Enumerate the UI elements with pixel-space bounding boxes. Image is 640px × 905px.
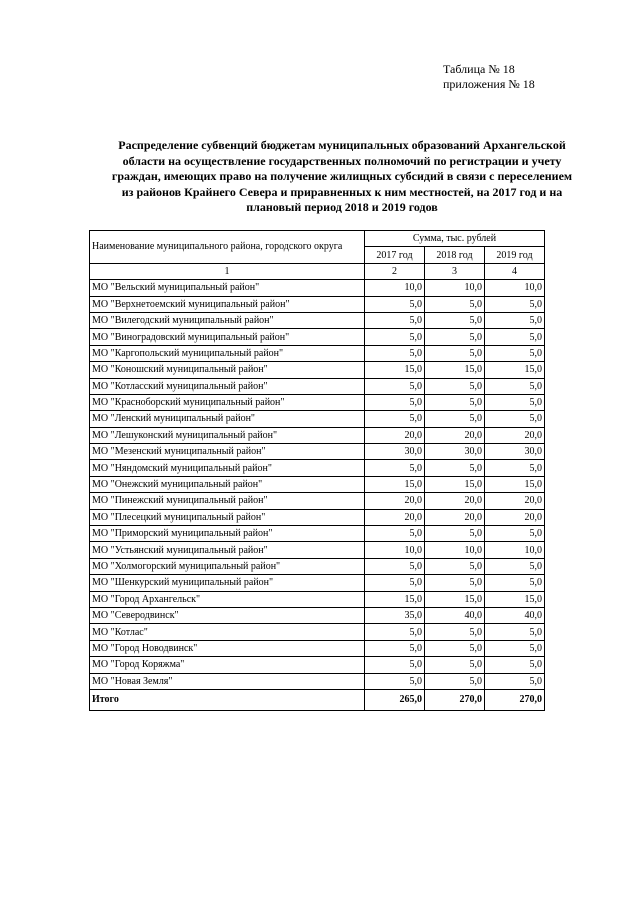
value-2019: 20,0 [485,427,545,443]
table-row [90,657,545,673]
value-2019: 40,0 [485,607,545,623]
municipality-name: МО "Верхнетоемский муниципальный район" [90,296,365,312]
value-2017: 5,0 [365,673,425,689]
value-2018: 5,0 [425,312,485,328]
column-header-year: 2019 год [485,247,545,263]
value-2019: 5,0 [485,558,545,574]
municipality-name: МО "Холмогорский муниципальный район" [90,558,365,574]
column-number: 4 [485,263,545,279]
table-row [90,427,545,443]
value-2017: 5,0 [365,526,425,542]
municipality-name: МО "Новая Земля" [90,673,365,689]
table-row [90,575,545,591]
value-2019: 5,0 [485,575,545,591]
municipality-name: МО "Город Коряжма" [90,657,365,673]
value-2017: 20,0 [365,509,425,525]
value-2017: 20,0 [365,493,425,509]
value-2017: 35,0 [365,607,425,623]
value-2019: 5,0 [485,673,545,689]
municipality-name: МО "Северодвинск" [90,607,365,623]
value-2019: 5,0 [485,411,545,427]
value-2018: 5,0 [425,526,485,542]
municipality-name: МО "Шенкурский муниципальный район" [90,575,365,591]
value-2019: 10,0 [485,542,545,558]
table-row [90,591,545,607]
value-2017: 20,0 [365,427,425,443]
municipality-name: МО "Вельский муниципальный район" [90,280,365,296]
table-reference [443,62,535,92]
value-2017: 15,0 [365,476,425,492]
value-2018: 20,0 [425,493,485,509]
value-2018: 5,0 [425,394,485,410]
column-header-year: 2017 год [365,247,425,263]
value-2018: 5,0 [425,378,485,394]
value-2019: 5,0 [485,378,545,394]
table-row [90,673,545,689]
table-row [90,542,545,558]
value-2018: 5,0 [425,296,485,312]
table-number-label: Таблица № 18 [443,62,515,76]
title-line: Распределение субвенций бюджетам муниципальных образований Архангельской [118,138,566,152]
value-2019: 5,0 [485,460,545,476]
value-2017: 15,0 [365,591,425,607]
value-2017: 10,0 [365,280,425,296]
column-header-sum: Сумма, тыс. рублей [365,231,545,247]
column-number: 3 [425,263,485,279]
value-2018: 5,0 [425,575,485,591]
table-row [90,411,545,427]
value-2017: 5,0 [365,575,425,591]
value-2018: 5,0 [425,673,485,689]
value-2017: 5,0 [365,657,425,673]
table-row [90,345,545,361]
total-2019: 270,0 [485,689,545,710]
value-2017: 5,0 [365,558,425,574]
municipality-name: МО "Коношский муниципальный район" [90,362,365,378]
table-row [90,640,545,656]
value-2017: 5,0 [365,460,425,476]
municipality-name: МО "Онежский муниципальный район" [90,476,365,492]
value-2018: 15,0 [425,591,485,607]
municipality-name: МО "Виноградовский муниципальный район" [90,329,365,345]
value-2018: 10,0 [425,542,485,558]
municipality-name: МО "Ленский муниципальный район" [90,411,365,427]
total-label: Итого [90,689,365,710]
municipality-name: МО "Вилегодский муниципальный район" [90,312,365,328]
value-2019: 15,0 [485,362,545,378]
value-2018: 5,0 [425,345,485,361]
table-row [90,296,545,312]
table-row [90,476,545,492]
value-2019: 15,0 [485,476,545,492]
municipality-name: МО "Приморский муниципальный район" [90,526,365,542]
total-2018: 270,0 [425,689,485,710]
table-row [90,460,545,476]
subvention-table [89,230,545,711]
value-2019: 5,0 [485,394,545,410]
document-title [88,138,596,216]
table-row [90,312,545,328]
value-2019: 5,0 [485,312,545,328]
table-row [90,493,545,509]
appendix-number-label: приложения № 18 [443,77,535,91]
value-2018: 5,0 [425,657,485,673]
table-row [90,444,545,460]
municipality-name: МО "Каргопольский муниципальный район" [90,345,365,361]
municipality-name: МО "Няндомский муниципальный район" [90,460,365,476]
value-2019: 15,0 [485,591,545,607]
value-2017: 5,0 [365,394,425,410]
municipality-name: МО "Лешуконский муниципальный район" [90,427,365,443]
value-2018: 5,0 [425,411,485,427]
value-2017: 5,0 [365,640,425,656]
value-2017: 30,0 [365,444,425,460]
table-row [90,280,545,296]
column-number: 1 [90,263,365,279]
value-2018: 5,0 [425,558,485,574]
table-row [90,362,545,378]
municipality-name: МО "Котлас" [90,624,365,640]
value-2017: 5,0 [365,411,425,427]
value-2019: 5,0 [485,526,545,542]
table-body [90,280,545,690]
value-2018: 20,0 [425,427,485,443]
table-row [90,526,545,542]
municipality-name: МО "Город Новодвинск" [90,640,365,656]
value-2019: 5,0 [485,296,545,312]
table-row [90,509,545,525]
value-2017: 5,0 [365,378,425,394]
table-row [90,329,545,345]
table-row [90,558,545,574]
value-2018: 10,0 [425,280,485,296]
municipality-name: МО "Мезенский муниципальный район" [90,444,365,460]
title-line: из районов Крайнего Севера и приравненных к ним местностей, на 2017 год и на [121,184,563,199]
value-2019: 5,0 [485,345,545,361]
value-2017: 15,0 [365,362,425,378]
value-2019: 30,0 [485,444,545,460]
value-2017: 10,0 [365,542,425,558]
value-2017: 5,0 [365,329,425,345]
column-number: 2 [365,263,425,279]
value-2019: 20,0 [485,493,545,509]
value-2019: 5,0 [485,640,545,656]
table-row [90,394,545,410]
value-2019: 20,0 [485,509,545,525]
value-2018: 5,0 [425,460,485,476]
title-line: плановый период 2018 и 2019 годов [246,200,438,214]
table-row [90,607,545,623]
value-2019: 5,0 [485,624,545,640]
value-2017: 5,0 [365,296,425,312]
column-header-year: 2018 год [425,247,485,263]
total-row [90,689,545,710]
municipality-name: МО "Устьянский муниципальный район" [90,542,365,558]
table-row [90,624,545,640]
value-2018: 30,0 [425,444,485,460]
municipality-name: МО "Красноборский муниципальный район" [90,394,365,410]
value-2019: 10,0 [485,280,545,296]
value-2018: 20,0 [425,509,485,525]
value-2018: 15,0 [425,476,485,492]
municipality-name: МО "Город Архангельск" [90,591,365,607]
value-2018: 5,0 [425,640,485,656]
municipality-name: МО "Пинежский муниципальный район" [90,493,365,509]
value-2017: 5,0 [365,624,425,640]
value-2019: 5,0 [485,329,545,345]
title-line: граждан, имеющих право на получение жилищных субсидий в связи с переселением [111,169,573,183]
municipality-name: МО "Котласский муниципальный район" [90,378,365,394]
value-2018: 5,0 [425,329,485,345]
value-2017: 5,0 [365,312,425,328]
value-2018: 15,0 [425,362,485,378]
title-line: области на осуществление государственных полномочий по регистрации и учету [122,153,562,168]
column-header-name: Наименование муниципального района, городского округа [90,231,365,264]
value-2018: 5,0 [425,624,485,640]
value-2017: 5,0 [365,345,425,361]
value-2018: 40,0 [425,607,485,623]
table-row [90,378,545,394]
municipality-name: МО "Плесецкий муниципальный район" [90,509,365,525]
total-2017: 265,0 [365,689,425,710]
value-2019: 5,0 [485,657,545,673]
